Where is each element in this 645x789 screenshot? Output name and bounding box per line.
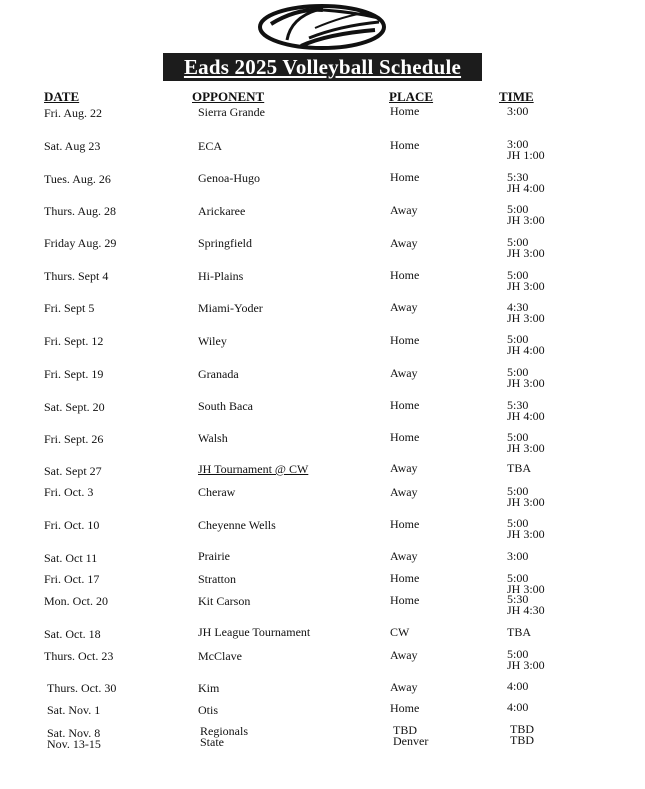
- row-opponent: Cheraw: [198, 485, 236, 499]
- row-time: TBD: [510, 733, 534, 747]
- row-date: Sat. Oct 11: [44, 551, 98, 565]
- row-date: Tues. Aug. 26: [44, 172, 111, 186]
- row-date: Fri. Oct. 3: [44, 485, 94, 499]
- row-opponent: Sierra Grande: [198, 105, 265, 119]
- row-opponent: Hi-Plains: [198, 269, 244, 283]
- row-date: Thurs. Oct. 30: [47, 681, 117, 695]
- row-jh-time: JH 4:00: [507, 409, 545, 423]
- row-date: Nov. 13-15: [47, 737, 101, 751]
- row-opponent: ECA: [198, 139, 222, 153]
- row-jh-time: JH 1:00: [507, 148, 545, 162]
- row-opponent: Cheyenne Wells: [198, 518, 276, 532]
- row-date: Fri. Sept. 26: [44, 432, 104, 446]
- row-time: 5:00: [507, 332, 529, 346]
- row-jh-time: JH 3:00: [507, 213, 545, 227]
- row-time: TBD: [510, 722, 534, 736]
- row-date: Sat. Nov. 1: [47, 703, 101, 717]
- row-time: 4:00: [507, 679, 529, 693]
- row-jh-time: JH 3:00: [507, 658, 545, 672]
- row-place: Home: [390, 430, 420, 444]
- row-time: 5:00: [507, 516, 529, 530]
- row-date: Fri. Sept. 12: [44, 334, 104, 348]
- row-date: Fri. Aug. 22: [44, 106, 103, 120]
- row-date: Sat. Sept 27: [44, 464, 102, 478]
- row-opponent: Regionals: [200, 724, 248, 738]
- row-opponent: Otis: [198, 703, 219, 717]
- row-jh-time: JH 4:30: [507, 603, 545, 617]
- row-opponent: State: [200, 735, 224, 749]
- header-time: TIME: [499, 89, 534, 104]
- row-date: Sat. Oct. 18: [44, 627, 101, 641]
- row-place: Home: [390, 170, 420, 184]
- row-time: 4:30: [507, 300, 529, 314]
- row-place: Home: [390, 571, 420, 585]
- row-date: Sat. Nov. 8: [47, 726, 101, 740]
- row-place: Home: [390, 593, 420, 607]
- row-place: Away: [390, 549, 418, 563]
- header-date: DATE: [44, 89, 80, 104]
- row-opponent: South Baca: [198, 399, 253, 413]
- row-date: Thurs. Sept 4: [44, 269, 109, 283]
- row-place: Away: [390, 485, 418, 499]
- row-jh-time: JH 3:00: [507, 279, 545, 293]
- row-date: Sat. Aug 23: [44, 139, 101, 153]
- row-place: Home: [390, 333, 420, 347]
- header-place: PLACE: [389, 89, 434, 104]
- row-time: 5:00: [507, 571, 529, 585]
- page-title: Eads 2025 Volleyball Schedule: [183, 54, 462, 79]
- row-place: Home: [390, 138, 420, 152]
- row-jh-time: JH 4:00: [507, 181, 545, 195]
- row-time: 5:00: [507, 268, 529, 282]
- row-place: CW: [390, 625, 410, 639]
- row-time: 5:00: [507, 647, 529, 661]
- row-opponent: Kim: [198, 681, 220, 695]
- row-time: 5:00: [507, 484, 529, 498]
- row-jh-time: JH 4:00: [507, 343, 545, 357]
- row-time: 4:00: [507, 700, 529, 714]
- row-time: 3:00: [507, 137, 529, 151]
- row-opponent: Granada: [198, 367, 239, 381]
- row-date: Fri. Oct. 17: [44, 572, 100, 586]
- row-date: Thurs. Aug. 28: [44, 204, 116, 218]
- row-date: Fri. Oct. 10: [44, 518, 100, 532]
- row-jh-time: JH 3:00: [507, 246, 545, 260]
- row-time: 5:00: [507, 235, 529, 249]
- row-date: Fri. Sept 5: [44, 301, 95, 315]
- row-time: 5:00: [507, 202, 529, 216]
- row-time: 3:00: [507, 549, 529, 563]
- row-opponent: Prairie: [198, 549, 230, 563]
- row-time: 5:30: [507, 170, 529, 184]
- row-jh-time: JH 3:00: [507, 441, 545, 455]
- row-time: 5:00: [507, 365, 529, 379]
- row-opponent: Miami-Yoder: [198, 301, 263, 315]
- row-place: Away: [390, 648, 418, 662]
- row-jh-time: JH 3:00: [507, 495, 545, 509]
- row-opponent: JH League Tournament: [198, 625, 311, 639]
- row-place: Denver: [393, 734, 429, 748]
- row-jh-time: JH 3:00: [507, 311, 545, 325]
- row-opponent: Genoa-Hugo: [198, 171, 260, 185]
- row-time: 5:00: [507, 430, 529, 444]
- row-place: Away: [390, 680, 418, 694]
- row-date: Sat. Sept. 20: [44, 400, 105, 414]
- row-time: TBA: [507, 461, 531, 475]
- row-opponent: McClave: [198, 649, 242, 663]
- row-place: Home: [390, 104, 420, 118]
- row-time: 5:30: [507, 398, 529, 412]
- row-time: 3:00: [507, 104, 529, 118]
- row-opponent: JH Tournament @ CW: [198, 462, 309, 476]
- row-opponent: Wiley: [198, 334, 227, 348]
- row-time: TBA: [507, 625, 531, 639]
- row-place: Away: [390, 236, 418, 250]
- header-opponent: OPPONENT: [192, 89, 265, 104]
- row-jh-time: JH 3:00: [507, 582, 545, 596]
- row-place: Away: [390, 461, 418, 475]
- row-place: Home: [390, 268, 420, 282]
- row-date: Thurs. Oct. 23: [44, 649, 114, 663]
- row-opponent: Walsh: [198, 431, 228, 445]
- row-date: Friday Aug. 29: [44, 236, 117, 250]
- row-opponent: Stratton: [198, 572, 236, 586]
- row-time: 5:30: [507, 592, 529, 606]
- row-opponent: Kit Carson: [198, 594, 251, 608]
- row-place: TBD: [393, 723, 417, 737]
- row-opponent: Arickaree: [198, 204, 246, 218]
- row-jh-time: JH 3:00: [507, 527, 545, 541]
- row-place: Away: [390, 300, 418, 314]
- row-jh-time: JH 3:00: [507, 376, 545, 390]
- row-date: Mon. Oct. 20: [44, 594, 108, 608]
- row-place: Away: [390, 203, 418, 217]
- row-place: Home: [390, 398, 420, 412]
- row-place: Away: [390, 366, 418, 380]
- row-opponent: Springfield: [198, 236, 252, 250]
- row-place: Home: [390, 701, 420, 715]
- row-place: Home: [390, 517, 420, 531]
- row-date: Fri. Sept. 19: [44, 367, 104, 381]
